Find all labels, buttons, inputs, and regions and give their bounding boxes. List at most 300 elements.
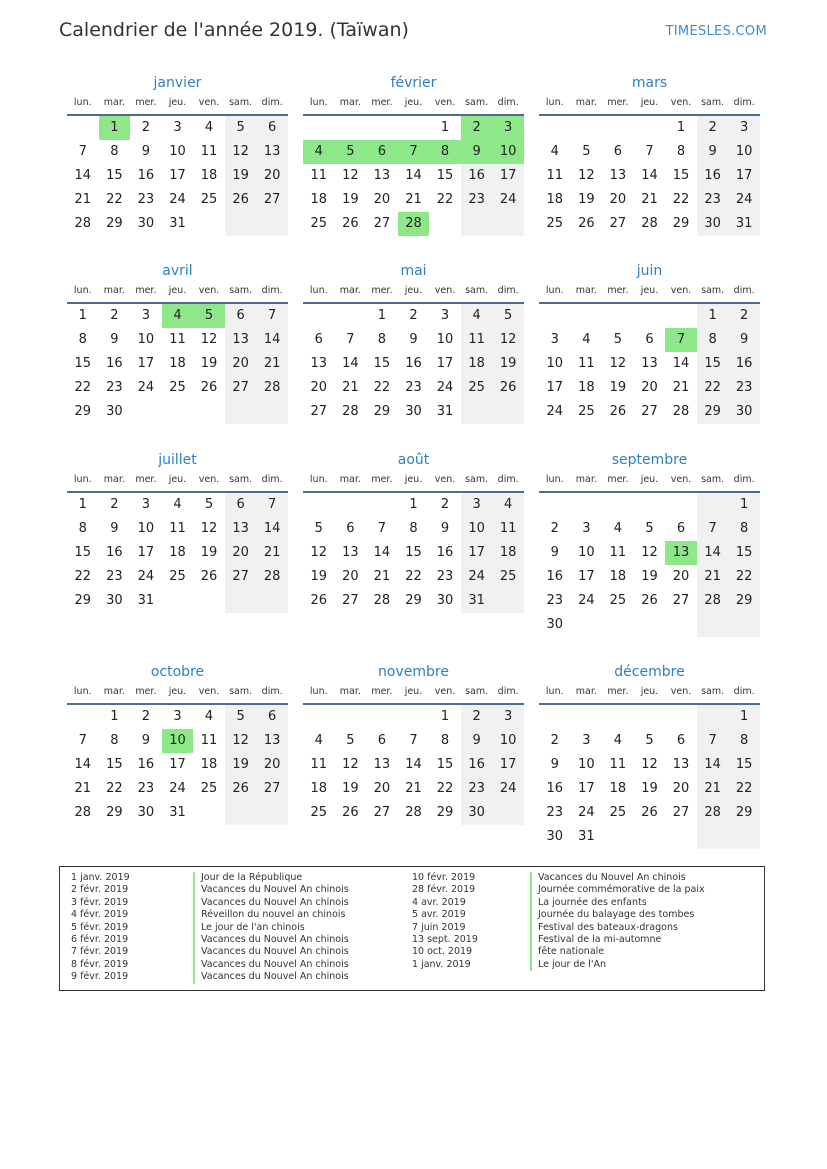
legend-date: 10 oct. 2019 — [412, 946, 473, 958]
weekday-label: ven. — [434, 474, 456, 485]
day-cell: 15 — [74, 356, 92, 371]
day-cell: 26 — [310, 593, 328, 608]
day-cell: 7 — [346, 332, 355, 347]
day-cell: 30 — [546, 829, 564, 844]
empty-cell — [193, 400, 225, 424]
legend-date: 1 janv. 2019 — [412, 958, 471, 970]
day-cell: 7 — [665, 328, 697, 352]
day-cell: 26 — [342, 216, 359, 231]
legend-holiday-name: Réveillon du nouvel an chinois — [193, 909, 345, 921]
day-cell: 30 — [436, 593, 454, 608]
weekday-label: jeu. — [640, 474, 659, 485]
month-février — [303, 72, 524, 236]
day-grid — [539, 116, 760, 236]
day-cell: 9 — [461, 729, 493, 753]
day-cell: 17 — [728, 164, 760, 188]
day-cell: 23 — [546, 805, 564, 820]
empty-cell — [697, 825, 729, 849]
weekday-label: jeu. — [168, 97, 187, 108]
day-cell: 19 — [342, 781, 359, 796]
day-cell: 20 — [310, 380, 328, 395]
brand-link[interactable]: TIMESLES.COM — [665, 24, 767, 39]
day-cell: 27 — [342, 593, 359, 608]
month-avril — [67, 260, 288, 424]
day-cell: 15 — [728, 541, 760, 565]
weekday-label: mar. — [103, 285, 125, 296]
month-juin — [539, 260, 760, 424]
day-cell: 8 — [110, 144, 119, 159]
day-cell: 27 — [373, 216, 391, 231]
day-cell: 2 — [461, 116, 493, 140]
weekday-label: dim. — [733, 97, 755, 108]
day-cell: 25 — [546, 216, 564, 231]
day-cell: 1 — [78, 497, 87, 512]
weekday-label: sam. — [229, 285, 253, 296]
day-cell: 7 — [409, 733, 418, 748]
weekday-header — [67, 94, 288, 116]
day-cell: 27 — [672, 805, 690, 820]
day-cell: 27 — [641, 404, 658, 419]
day-cell: 4 — [492, 493, 524, 517]
empty-cell — [67, 705, 99, 729]
day-cell: 24 — [436, 380, 454, 395]
day-cell: 18 — [609, 781, 627, 796]
day-cell: 20 — [641, 380, 658, 395]
empty-cell — [634, 705, 666, 729]
day-cell: 25 — [169, 380, 186, 395]
day-cell: 4 — [204, 120, 214, 135]
day-cell: 1 — [676, 120, 686, 135]
day-cell: 11 — [492, 517, 524, 541]
weekday-header — [539, 471, 760, 493]
weekday-label: jeu. — [404, 285, 423, 296]
day-cell: 8 — [110, 733, 119, 748]
day-grid — [539, 493, 760, 637]
day-cell: 27 — [373, 805, 391, 820]
day-cell: 18 — [169, 545, 186, 560]
weekday-label: mer. — [135, 686, 157, 697]
day-cell: 10 — [137, 332, 155, 347]
day-cell: 23 — [137, 781, 155, 796]
day-cell: 17 — [436, 356, 454, 371]
day-cell: 15 — [728, 753, 760, 777]
day-cell: 25 — [461, 376, 493, 400]
day-cell: 3 — [492, 116, 524, 140]
month-novembre — [303, 661, 524, 825]
day-cell: 8 — [78, 521, 87, 536]
day-cell: 26 — [225, 188, 257, 212]
legend-holiday-name: Vacances du Nouvel An chinois — [193, 884, 349, 896]
day-cell: 29 — [697, 400, 729, 424]
day-cell: 11 — [310, 757, 328, 772]
empty-cell — [256, 212, 288, 236]
empty-cell — [571, 304, 603, 328]
weekday-label: lun. — [545, 686, 564, 697]
day-cell: 10 — [492, 729, 524, 753]
day-cell: 7 — [377, 521, 387, 536]
day-cell: 12 — [342, 757, 359, 772]
empty-cell — [162, 400, 194, 424]
day-cell: 1 — [728, 705, 760, 729]
day-cell: 24 — [492, 777, 524, 801]
weekday-label: mar. — [339, 285, 361, 296]
weekday-label: ven. — [198, 97, 220, 108]
day-cell: 18 — [609, 569, 627, 584]
empty-cell — [665, 825, 697, 849]
day-cell: 14 — [74, 168, 92, 183]
day-cell: 20 — [256, 164, 288, 188]
day-cell: 12 — [342, 168, 359, 183]
weekday-label: mar. — [575, 686, 597, 697]
month-name: juillet — [158, 452, 197, 468]
day-cell: 22 — [728, 565, 760, 589]
empty-cell — [602, 116, 634, 140]
day-cell: 3 — [141, 497, 151, 512]
legend-holiday-name: Vacances du Nouvel An chinois — [193, 897, 349, 909]
empty-cell — [335, 705, 367, 729]
day-cell: 12 — [225, 140, 257, 164]
empty-cell — [225, 801, 257, 825]
day-cell: 16 — [106, 356, 123, 371]
day-cell: 2 — [550, 733, 559, 748]
weekday-label: ven. — [670, 285, 692, 296]
month-name: janvier — [153, 75, 202, 91]
weekday-label: dim. — [261, 285, 283, 296]
day-cell: 19 — [342, 192, 359, 207]
month-name: août — [397, 452, 430, 468]
weekday-label: mer. — [371, 686, 393, 697]
day-cell: 27 — [256, 188, 288, 212]
empty-cell — [697, 493, 729, 517]
day-cell: 25 — [200, 781, 218, 796]
empty-cell — [634, 613, 666, 637]
day-cell: 29 — [74, 593, 92, 608]
empty-cell — [193, 589, 225, 613]
day-cell: 22 — [405, 569, 422, 584]
weekday-label: mer. — [135, 474, 157, 485]
day-cell: 13 — [609, 168, 627, 183]
day-cell: 6 — [346, 521, 355, 536]
weekday-label: mer. — [371, 97, 393, 108]
day-cell: 2 — [141, 709, 151, 724]
day-cell: 31 — [137, 593, 155, 608]
empty-cell — [366, 116, 398, 140]
day-cell: 11 — [200, 144, 218, 159]
day-cell: 26 — [492, 376, 524, 400]
weekday-label: mer. — [607, 285, 629, 296]
weekday-header — [67, 471, 288, 493]
empty-cell — [539, 493, 571, 517]
day-cell: 4 — [550, 144, 559, 159]
day-cell: 19 — [225, 164, 257, 188]
day-cell: 2 — [110, 308, 119, 323]
day-cell: 15 — [373, 356, 391, 371]
weekday-label: ven. — [670, 97, 692, 108]
weekday-label: sam. — [701, 285, 725, 296]
day-cell: 30 — [106, 593, 123, 608]
empty-cell — [602, 493, 634, 517]
empty-cell — [366, 493, 398, 517]
day-cell: 14 — [74, 757, 92, 772]
day-cell: 11 — [546, 168, 564, 183]
empty-cell — [697, 705, 729, 729]
weekday-label: jeu. — [640, 97, 659, 108]
day-cell: 27 — [609, 216, 627, 231]
day-cell: 9 — [550, 545, 559, 560]
empty-cell — [303, 493, 335, 517]
day-cell: 8 — [377, 332, 387, 347]
weekday-label: lun. — [73, 97, 92, 108]
weekday-label: lun. — [545, 97, 564, 108]
day-cell: 20 — [373, 192, 391, 207]
day-grid — [303, 304, 524, 424]
weekday-label: ven. — [670, 474, 692, 485]
empty-cell — [634, 825, 666, 849]
legend-holiday-name: Jour de la République — [193, 872, 302, 884]
day-cell: 1 — [728, 493, 760, 517]
day-cell: 4 — [613, 521, 623, 536]
legend-date: 6 févr. 2019 — [71, 934, 129, 945]
day-cell: 13 — [256, 729, 288, 753]
month-mars — [539, 72, 760, 236]
weekday-label: sam. — [465, 97, 489, 108]
legend-holiday-name: Le jour de l'an chinois — [193, 922, 305, 934]
day-cell: 20 — [672, 781, 690, 796]
day-cell: 20 — [609, 192, 627, 207]
day-cell: 22 — [672, 192, 690, 207]
day-cell: 15 — [405, 545, 422, 560]
day-cell: 17 — [546, 380, 564, 395]
day-cell: 11 — [609, 545, 627, 560]
day-cell: 16 — [137, 757, 155, 772]
day-cell: 23 — [697, 188, 729, 212]
day-cell: 16 — [728, 352, 760, 376]
day-cell: 3 — [440, 308, 450, 323]
day-cell: 14 — [256, 328, 288, 352]
day-cell: 28 — [256, 376, 288, 400]
day-cell: 21 — [697, 565, 729, 589]
day-cell: 8 — [440, 733, 450, 748]
weekday-header — [67, 683, 288, 705]
day-cell: 15 — [74, 545, 92, 560]
empty-cell — [67, 116, 99, 140]
month-octobre — [67, 661, 288, 825]
legend-date: 10 févr. 2019 — [412, 872, 476, 883]
day-cell: 6 — [256, 116, 288, 140]
empty-cell — [256, 400, 288, 424]
day-cell: 15 — [106, 757, 123, 772]
empty-cell — [492, 801, 524, 825]
weekday-label: lun. — [309, 285, 328, 296]
day-cell: 1 — [440, 709, 450, 724]
day-cell: 29 — [373, 404, 391, 419]
day-cell: 10 — [461, 517, 493, 541]
day-cell: 16 — [106, 545, 123, 560]
day-cell: 29 — [672, 216, 690, 231]
empty-cell — [398, 116, 430, 140]
day-cell: 7 — [645, 144, 654, 159]
day-cell: 28 — [697, 801, 729, 825]
day-cell: 2 — [110, 497, 119, 512]
day-cell: 6 — [256, 705, 288, 729]
weekday-label: sam. — [701, 97, 725, 108]
day-cell: 17 — [492, 753, 524, 777]
day-cell: 4 — [582, 332, 591, 347]
day-cell: 25 — [169, 569, 186, 584]
weekday-label: sam. — [465, 474, 489, 485]
day-cell: 28 — [641, 216, 658, 231]
day-cell: 11 — [200, 733, 218, 748]
day-cell: 15 — [672, 168, 690, 183]
day-cell: 26 — [225, 777, 257, 801]
day-cell: 5 — [314, 521, 323, 536]
day-cell: 30 — [697, 212, 729, 236]
day-cell: 28 — [373, 593, 391, 608]
day-cell: 26 — [641, 593, 658, 608]
day-cell: 17 — [137, 356, 155, 371]
weekday-label: dim. — [261, 97, 283, 108]
day-cell: 15 — [436, 168, 454, 183]
day-cell: 26 — [609, 404, 627, 419]
day-cell: 2 — [409, 308, 418, 323]
day-cell: 23 — [461, 188, 493, 212]
day-cell: 21 — [405, 781, 422, 796]
weekday-label: lun. — [73, 474, 92, 485]
day-cell: 24 — [578, 593, 595, 608]
day-cell: 8 — [697, 328, 729, 352]
legend-date: 2 févr. 2019 — [71, 884, 129, 896]
legend-holiday-name: Vacances du Nouvel An chinois — [193, 971, 349, 983]
day-cell: 1 — [409, 497, 418, 512]
day-cell: 26 — [200, 380, 218, 395]
day-cell: 24 — [169, 192, 186, 207]
empty-cell — [697, 613, 729, 637]
empty-cell — [256, 801, 288, 825]
day-cell: 10 — [492, 140, 524, 164]
empty-cell — [225, 212, 257, 236]
weekday-label: jeu. — [640, 686, 659, 697]
weekday-label: dim. — [497, 97, 519, 108]
day-cell: 14 — [697, 753, 729, 777]
day-cell: 12 — [641, 545, 658, 560]
day-cell: 5 — [613, 332, 623, 347]
day-cell: 15 — [106, 168, 123, 183]
empty-cell — [665, 304, 697, 328]
day-grid — [67, 116, 288, 236]
day-cell: 28 — [697, 589, 729, 613]
day-cell: 20 — [225, 541, 257, 565]
weekday-label: dim. — [733, 474, 755, 485]
day-cell: 11 — [461, 328, 493, 352]
day-cell: 19 — [641, 781, 658, 796]
legend-holiday-name: Vacances du Nouvel An chinois — [530, 872, 686, 884]
weekday-label: dim. — [497, 285, 519, 296]
day-cell: 21 — [256, 352, 288, 376]
day-cell: 3 — [492, 705, 524, 729]
day-cell: 1 — [697, 304, 729, 328]
day-cell: 2 — [461, 705, 493, 729]
weekday-header — [303, 471, 524, 493]
day-cell: 17 — [169, 168, 186, 183]
day-cell: 2 — [141, 120, 151, 135]
weekday-label: mar. — [575, 285, 597, 296]
empty-cell — [539, 705, 571, 729]
day-cell: 30 — [137, 216, 155, 231]
month-mai — [303, 260, 524, 424]
day-cell: 10 — [137, 521, 155, 536]
legend-date: 4 févr. 2019 — [71, 909, 129, 921]
day-cell: 13 — [641, 356, 658, 371]
day-cell: 5 — [204, 497, 214, 512]
legend-date: 7 juin 2019 — [412, 921, 466, 933]
day-cell: 2 — [550, 521, 559, 536]
holiday-legend — [59, 866, 765, 991]
day-cell: 29 — [106, 805, 123, 820]
day-cell: 21 — [672, 380, 690, 395]
legend-holiday-name: Vacances du Nouvel An chinois — [193, 946, 349, 958]
month-name: février — [390, 75, 437, 91]
day-cell: 12 — [225, 729, 257, 753]
day-cell: 28 — [74, 216, 92, 231]
weekday-header — [303, 94, 524, 116]
day-grid — [303, 116, 524, 236]
empty-cell — [492, 212, 524, 236]
day-cell: 10 — [162, 729, 194, 753]
day-grid — [539, 705, 760, 849]
weekday-label: ven. — [434, 285, 456, 296]
day-cell: 11 — [578, 356, 595, 371]
day-grid — [67, 705, 288, 825]
day-cell: 4 — [314, 733, 323, 748]
day-cell: 8 — [78, 332, 87, 347]
day-grid — [303, 493, 524, 613]
day-cell: 1 — [110, 709, 119, 724]
day-cell: 24 — [137, 380, 155, 395]
day-cell: 27 — [310, 404, 328, 419]
day-cell: 4 — [613, 733, 623, 748]
day-cell: 25 — [310, 216, 328, 231]
day-cell: 23 — [546, 593, 564, 608]
weekday-label: sam. — [465, 686, 489, 697]
day-cell: 20 — [672, 569, 690, 584]
day-cell: 28 — [398, 212, 430, 236]
day-cell: 11 — [169, 332, 186, 347]
weekday-label: jeu. — [404, 686, 423, 697]
day-cell: 19 — [641, 569, 658, 584]
day-cell: 10 — [169, 144, 186, 159]
day-cell: 31 — [728, 212, 760, 236]
weekday-label: mer. — [607, 97, 629, 108]
weekday-label: jeu. — [168, 686, 187, 697]
weekday-label: jeu. — [404, 97, 423, 108]
weekday-label: ven. — [670, 686, 692, 697]
day-cell: 18 — [200, 757, 218, 772]
day-cell: 21 — [641, 192, 658, 207]
day-cell: 6 — [377, 733, 387, 748]
empty-cell — [335, 493, 367, 517]
weekday-label: jeu. — [404, 474, 423, 485]
day-cell: 16 — [461, 164, 493, 188]
day-cell: 9 — [550, 757, 559, 772]
weekday-label: ven. — [434, 97, 456, 108]
day-cell: 17 — [461, 541, 493, 565]
day-cell: 24 — [578, 805, 595, 820]
day-cell: 4 — [303, 140, 335, 164]
day-cell: 26 — [342, 805, 359, 820]
day-cell: 24 — [461, 565, 493, 589]
day-cell: 4 — [204, 709, 214, 724]
weekday-label: sam. — [229, 97, 253, 108]
